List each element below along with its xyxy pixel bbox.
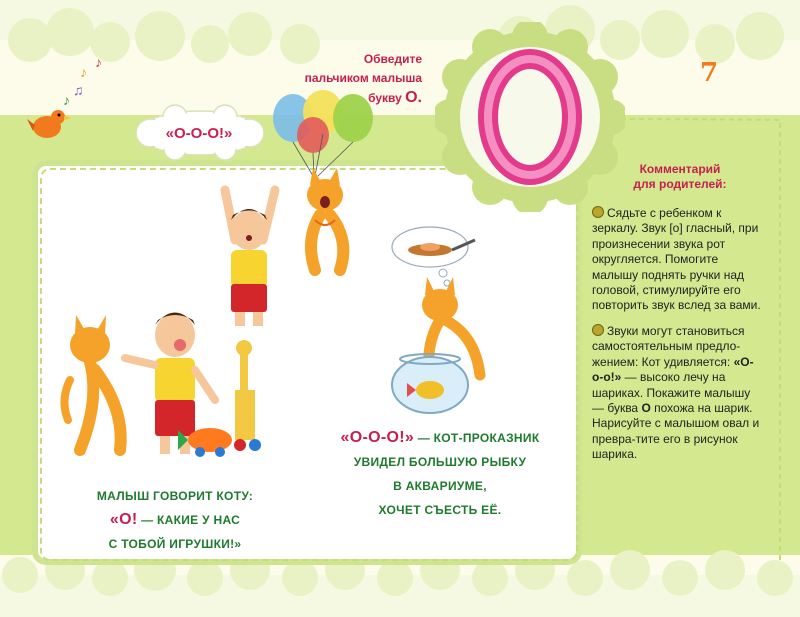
cat-walking xyxy=(64,315,120,450)
svg-text:♪: ♪ xyxy=(80,64,87,80)
balloon-green xyxy=(333,94,373,142)
sidebar-paragraph-2: Звуки могут становиться самостоятельным предло-жением: Кот удивляется: «О-о-о!» — высоко лечу на шариках. Покажите малышу — буква О похожа на шарик. Нарисуйте с малышом овал и превра-тите его в рисунок шарика. xyxy=(592,324,760,462)
toy-giraffe xyxy=(234,340,261,451)
music-note-icon xyxy=(63,55,102,108)
caption-right-line2: УВИДЕЛ БОЛЬШУЮ РЫБКУ xyxy=(353,455,527,469)
bird-and-notes xyxy=(25,55,115,145)
caption-right-line1: «О-О-О!» — КОТ-ПРОКАЗНИК xyxy=(340,429,540,446)
svg-text:♪: ♪ xyxy=(63,92,70,108)
sidebar-paragraph-1: Сядьте с ребенком к зеркалу. Звук [о] гласный, при произнесении звука рот округляется. Помогите малышу поднять ручки над головой, стимулируйте его повторить звук вслед за вами. xyxy=(592,206,761,313)
caption-left-line3: С ТОБОЙ ИГРУШКИ!» xyxy=(108,537,242,551)
instruction-line3: букву О. xyxy=(368,89,422,106)
caption-left-line2: «О! — КАКИЕ У НАС xyxy=(109,511,241,528)
boy-and-cat-illustration xyxy=(50,290,270,465)
sidebar-title: Комментарий для родителей: xyxy=(633,162,727,191)
bullet-icon xyxy=(592,324,604,336)
instruction-letter: О. xyxy=(405,89,422,106)
caption-right xyxy=(310,426,570,522)
caption-left xyxy=(60,484,290,556)
instruction-line2: пальчиком малыша xyxy=(304,71,422,85)
bullet-icon xyxy=(592,206,604,218)
cloud-label: «О-О-О!» xyxy=(165,124,233,142)
caption-right-line4: ХОЧЕТ СЪЕСТЬ ЕЁ. xyxy=(378,503,502,517)
cat-flying-illustration xyxy=(285,160,365,290)
svg-text:♫: ♫ xyxy=(73,82,84,98)
caption-left-line1: МАЛЫШ ГОВОРИТ КОТУ: xyxy=(96,489,254,503)
cat-aquarium-illustration xyxy=(385,225,515,425)
bird-icon xyxy=(27,110,71,138)
caption-right-line3: В АКВАРИУМЕ, xyxy=(393,479,487,493)
thought-bubble xyxy=(392,227,475,286)
letter-medallion xyxy=(435,22,625,212)
instruction-line1: Обведите xyxy=(363,52,422,66)
svg-text:♪: ♪ xyxy=(95,55,102,70)
fish-icon xyxy=(416,381,444,399)
aquarium xyxy=(392,354,468,413)
page-number: 7 xyxy=(700,58,719,88)
balloon-red xyxy=(297,117,329,153)
